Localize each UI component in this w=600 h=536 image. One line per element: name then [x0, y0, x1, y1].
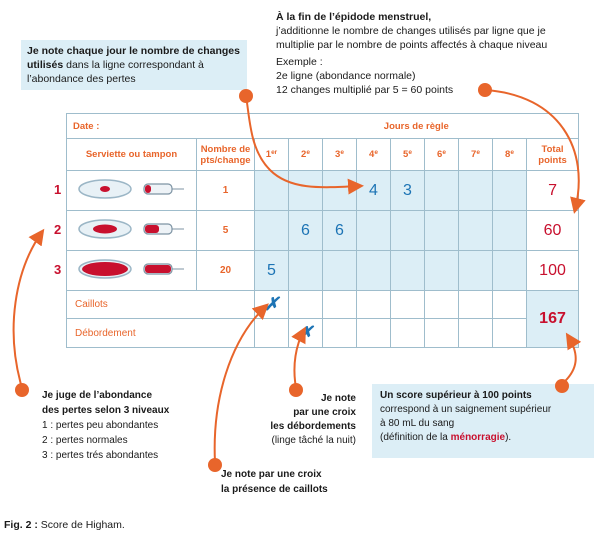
overflow-sub: (linge tâché la nuit) [271, 435, 356, 446]
row-label-3: 3 [54, 262, 62, 277]
overflow-line1: Je note [320, 393, 356, 404]
row-label-1: 1 [54, 182, 62, 197]
arrow-to-abundance [14, 232, 42, 388]
end-cycle-line2: multiplie par le nombre de points affectés à chaque niveau [276, 39, 548, 51]
level-3: 3 : pertes trés abondantes [42, 450, 159, 461]
day-2-header: 2e [289, 139, 323, 171]
arrow-to-clot-cross [215, 306, 266, 462]
row-1-day-5: 3 [391, 171, 425, 211]
day-6-header: 6e [425, 139, 459, 171]
dot-overflow [289, 383, 303, 397]
end-cycle-line1: j’additionne le nombre de changes utilisés par ligne que je [276, 25, 546, 37]
levels-title-2: des pertes selon 3 niveaux [42, 405, 170, 416]
row-3-day-1: 5 [255, 251, 289, 291]
row-2-points: 5 [197, 211, 255, 251]
score-line1: correspond à un saignement supérieur [380, 404, 552, 415]
example-label: Exemple : [276, 56, 323, 68]
day-4-header: 4e [357, 139, 391, 171]
debordement-label: Débordement [67, 319, 255, 348]
row-2-day-2: 6 [289, 211, 323, 251]
day-8-header: 8e [493, 139, 527, 171]
clots-line1: Je note par une croix [221, 469, 322, 480]
arrow-to-total [485, 90, 579, 210]
caillots-label: Caillots [67, 291, 255, 319]
instruction-text: dans la ligne correspondant à l’abondance des pertes [27, 59, 204, 85]
arrow-to-daily-count [246, 96, 360, 187]
dot-clots [208, 458, 222, 472]
col-item-header: Serviette ou tampon [67, 139, 197, 171]
level-1: 1 : pertes peu abondantes [42, 420, 159, 431]
dot-end-cycle [478, 83, 492, 97]
end-cycle-title: À la fin de l’épidode menstruel, [276, 11, 432, 23]
caption-label: Fig. 2 : [4, 519, 38, 531]
day-1-header: 1er [255, 139, 289, 171]
total-header: Total points [527, 139, 579, 171]
row-1-points: 1 [197, 171, 255, 211]
days-header: Jours de règle [255, 114, 579, 139]
row-1-total: 7 [527, 171, 579, 211]
caption-text: Score de Higham. [37, 519, 125, 531]
example-line2: 12 changes multiplié par 5 = 60 points [276, 84, 454, 96]
day-5-header: 5e [391, 139, 425, 171]
score-threshold: Un score supérieur à 100 points [380, 390, 532, 401]
row-label-2: 2 [54, 222, 62, 237]
caillots-cross-day-1: ✗ [255, 291, 289, 319]
dot-abundance [15, 383, 29, 397]
row-3-points: 20 [197, 251, 255, 291]
arrow-to-overflow-cross [294, 330, 304, 388]
level-2: 2 : pertes normales [42, 435, 128, 446]
row-1-day-4: 4 [357, 171, 391, 211]
debordement-cross-day-2: ✗ [289, 319, 323, 348]
day-3-header: 3e [323, 139, 357, 171]
row-2-total: 60 [527, 211, 579, 251]
dot-daily-count [239, 89, 253, 103]
levels-title-1: Je juge de l’abondance [42, 390, 153, 401]
row-3-total: 100 [527, 251, 579, 291]
instruction-bold: Je note chaque jour le nombre de changes utilisés [27, 45, 240, 71]
col-points-header: Nombre de pts/change [197, 139, 255, 171]
grand-total: 167 [527, 291, 579, 348]
overflow-line2: par une croix [293, 407, 356, 418]
menorrhagia-term: ménorragie [450, 432, 506, 443]
clots-line2: la présence de caillots [221, 484, 328, 495]
row-2-day-3: 6 [323, 211, 357, 251]
score-line3: (définition de la ménorragie). [380, 432, 512, 443]
example-line1: 2e ligne (abondance normale) [276, 70, 416, 82]
date-label: Date : [67, 114, 255, 139]
overflow-line3: les débordements [270, 421, 356, 432]
day-7-header: 7e [459, 139, 493, 171]
score-line2: à 80 mL du sang [380, 418, 455, 429]
dot-score [555, 379, 569, 393]
arrow-to-grand-total [562, 336, 576, 384]
